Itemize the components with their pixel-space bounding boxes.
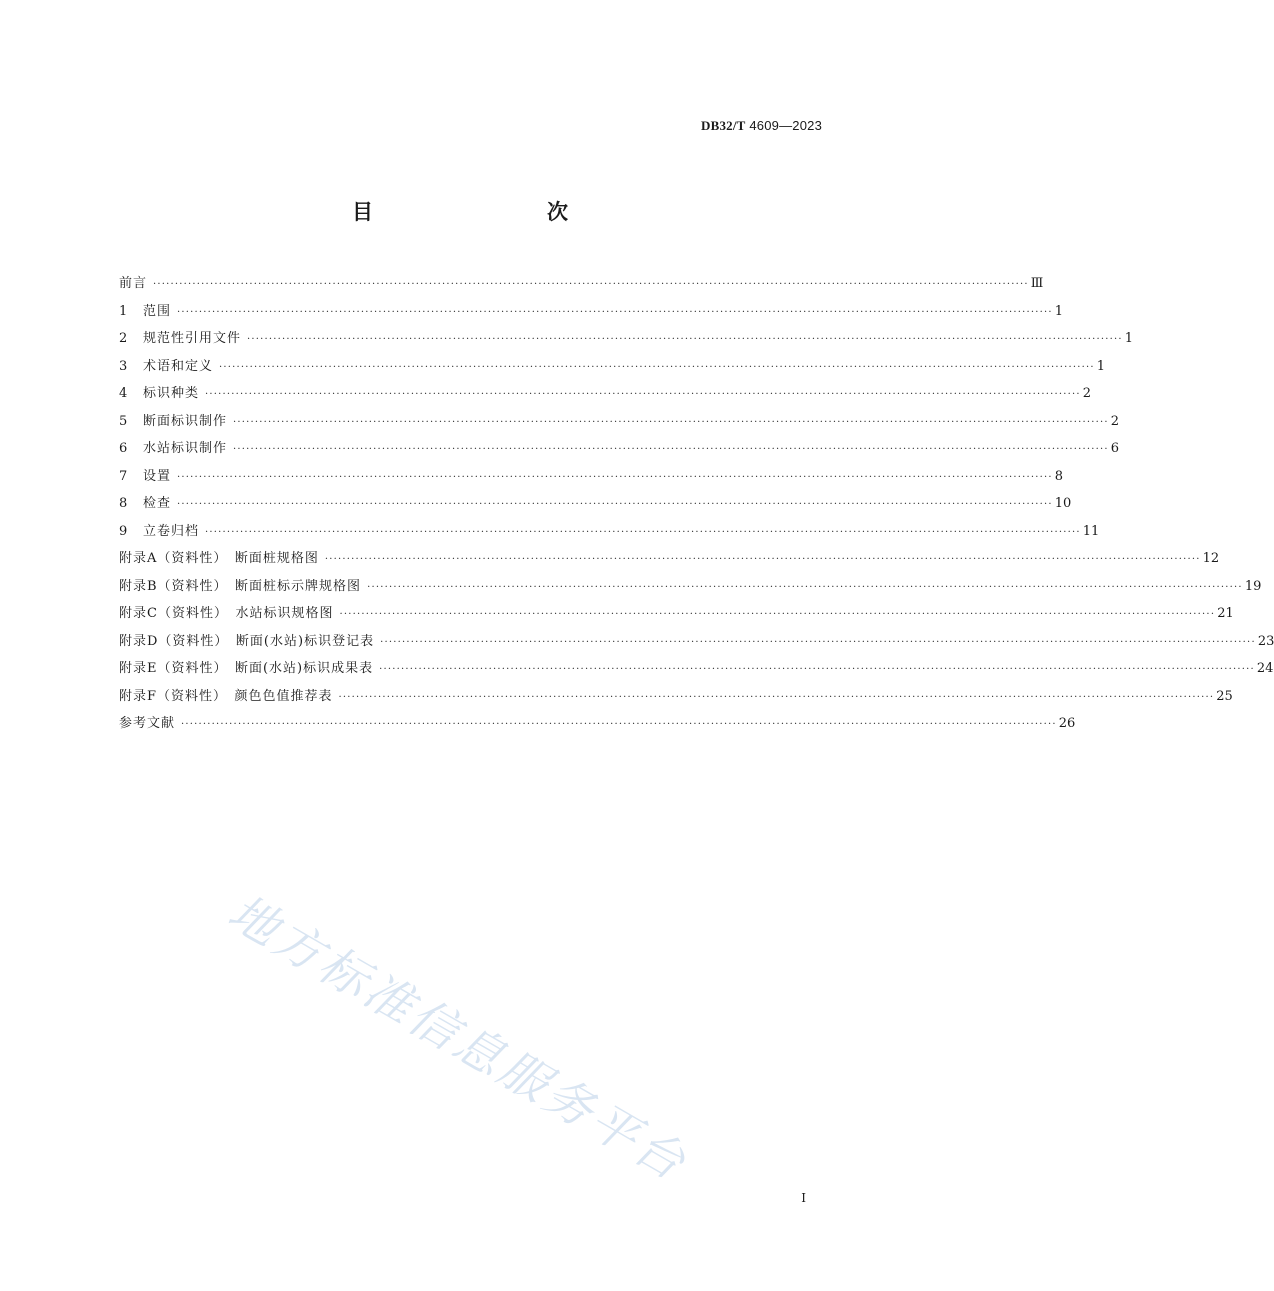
toc-entry-page: 26 xyxy=(1058,716,1076,731)
toc-entry[interactable] xyxy=(119,520,1100,548)
toc-entry-page: 2 xyxy=(1110,413,1120,429)
toc-entry-page: 10 xyxy=(1054,496,1072,511)
toc-entry[interactable] xyxy=(119,602,1234,630)
toc-entry-page: 24 xyxy=(1256,661,1274,676)
toc-leader-dots: ········································································································································································································ xyxy=(247,334,1123,345)
toc-leader-dots: ········································································································································································································ xyxy=(379,664,1255,675)
toc-leader-dots: ········································································································································································································ xyxy=(233,416,1109,428)
toc-entry-label: 立卷归档 xyxy=(143,523,200,539)
toc-entry-page: 1 xyxy=(1096,358,1106,374)
toc-entry[interactable] xyxy=(119,382,1092,410)
toc-entry-label: 标识种类 xyxy=(143,386,200,401)
toc-leader-dots: ········································································································································································································ xyxy=(338,691,1215,703)
toc-entry-page: 6 xyxy=(1110,441,1120,456)
toc-entry-page: 12 xyxy=(1202,551,1220,566)
toc-entry-label: 附录E（资料性） 断面(水站)标识成果表 xyxy=(119,661,374,676)
toc-entry-page: Ⅲ xyxy=(1030,276,1044,291)
toc-entry[interactable] xyxy=(119,492,1072,520)
toc-entry-label: 水站标识制作 xyxy=(143,441,228,456)
toc-entry[interactable] xyxy=(119,355,1106,383)
standard-code xyxy=(701,118,822,134)
toc-entry[interactable] xyxy=(119,327,1134,355)
watermark: 地方标准信息服务平台 xyxy=(218,884,698,1193)
toc-entry-label: 术语和定义 xyxy=(143,358,214,374)
toc-leader-dots: ········································································································································································································ xyxy=(324,554,1201,565)
toc-entry-page: 19 xyxy=(1244,578,1262,594)
toc-entry-number: 5 xyxy=(119,413,128,429)
toc-leader-dots: ········································································································································································································ xyxy=(205,389,1081,400)
toc-entry-label: 附录D（资料性） 断面(水站)标识登记表 xyxy=(119,633,375,649)
table-of-contents xyxy=(119,272,1274,740)
toc-entry-number: 4 xyxy=(119,386,128,401)
toc-entry-label: 前言 xyxy=(119,276,148,291)
toc-leader-dots: ········································································································································································································ xyxy=(380,636,1256,648)
toc-leader-dots: ········································································································································································································ xyxy=(219,361,1095,373)
toc-leader-dots: ········································································································································································································ xyxy=(153,279,1029,290)
toc-entry[interactable] xyxy=(119,437,1120,465)
toc-entry[interactable] xyxy=(119,410,1120,438)
toc-entry-number: 8 xyxy=(119,496,128,511)
toc-entry-number: 2 xyxy=(119,331,128,346)
toc-entry-label: 参考文献 xyxy=(119,716,176,731)
toc-entry-page: 8 xyxy=(1054,468,1064,484)
toc-leader-dots: ········································································································································································································ xyxy=(367,581,1243,593)
toc-leader-dots: ········································································································································································································ xyxy=(339,609,1216,620)
toc-entry-page: 23 xyxy=(1257,633,1274,649)
toc-leader-dots: ········································································································································································································ xyxy=(205,526,1081,538)
toc-entry[interactable] xyxy=(119,465,1064,493)
toc-entry-label: 附录F（资料性） 颜色色值推荐表 xyxy=(119,688,333,704)
toc-entry[interactable] xyxy=(119,575,1262,603)
toc-entry-page: 11 xyxy=(1082,523,1100,539)
toc-entry-number: 3 xyxy=(119,358,128,374)
toc-entry[interactable] xyxy=(119,300,1064,328)
toc-entry-label: 范围 xyxy=(143,303,172,319)
toc-entry-label: 设置 xyxy=(143,468,172,484)
toc-leader-dots: ········································································································································································································ xyxy=(177,499,1053,510)
toc-entry-number: 9 xyxy=(119,523,128,539)
toc-entry[interactable] xyxy=(119,547,1220,575)
standard-number: 4609—2023 xyxy=(749,118,822,133)
toc-leader-dots: ········································································································································································································ xyxy=(177,306,1053,318)
toc-entry-number: 1 xyxy=(119,303,128,319)
toc-entry-label: 附录C（资料性） 水站标识规格图 xyxy=(119,606,334,621)
toc-entry-label: 规范性引用文件 xyxy=(143,331,242,346)
toc-entry-label: 附录B（资料性） 断面桩标示牌规格图 xyxy=(119,578,362,594)
toc-entry-label: 附录A（资料性） 断面桩规格图 xyxy=(119,551,319,566)
toc-entry-label: 断面标识制作 xyxy=(143,413,228,429)
toc-entry[interactable] xyxy=(119,657,1274,685)
toc-entry-number: 7 xyxy=(119,468,128,484)
toc-entry[interactable] xyxy=(119,630,1274,658)
toc-entry-number: 6 xyxy=(119,441,128,456)
toc-entry-page: 21 xyxy=(1217,606,1234,621)
toc-entry-page: 1 xyxy=(1054,303,1064,319)
page-title: 目 次 xyxy=(352,200,612,224)
toc-entry[interactable] xyxy=(119,712,1076,740)
toc-leader-dots: ········································································································································································································ xyxy=(181,719,1057,730)
toc-entry-label: 检查 xyxy=(143,496,172,511)
toc-entry-page: 2 xyxy=(1082,386,1092,401)
toc-entry-page: 25 xyxy=(1216,688,1233,704)
toc-entry[interactable] xyxy=(119,272,1044,300)
toc-leader-dots: ········································································································································································································ xyxy=(177,471,1053,483)
toc-entry[interactable] xyxy=(119,685,1233,713)
standard-prefix: DB32/T xyxy=(701,118,746,133)
page-number: I xyxy=(801,1191,806,1205)
toc-entry-page: 1 xyxy=(1124,331,1134,346)
toc-leader-dots: ········································································································································································································ xyxy=(233,444,1109,455)
